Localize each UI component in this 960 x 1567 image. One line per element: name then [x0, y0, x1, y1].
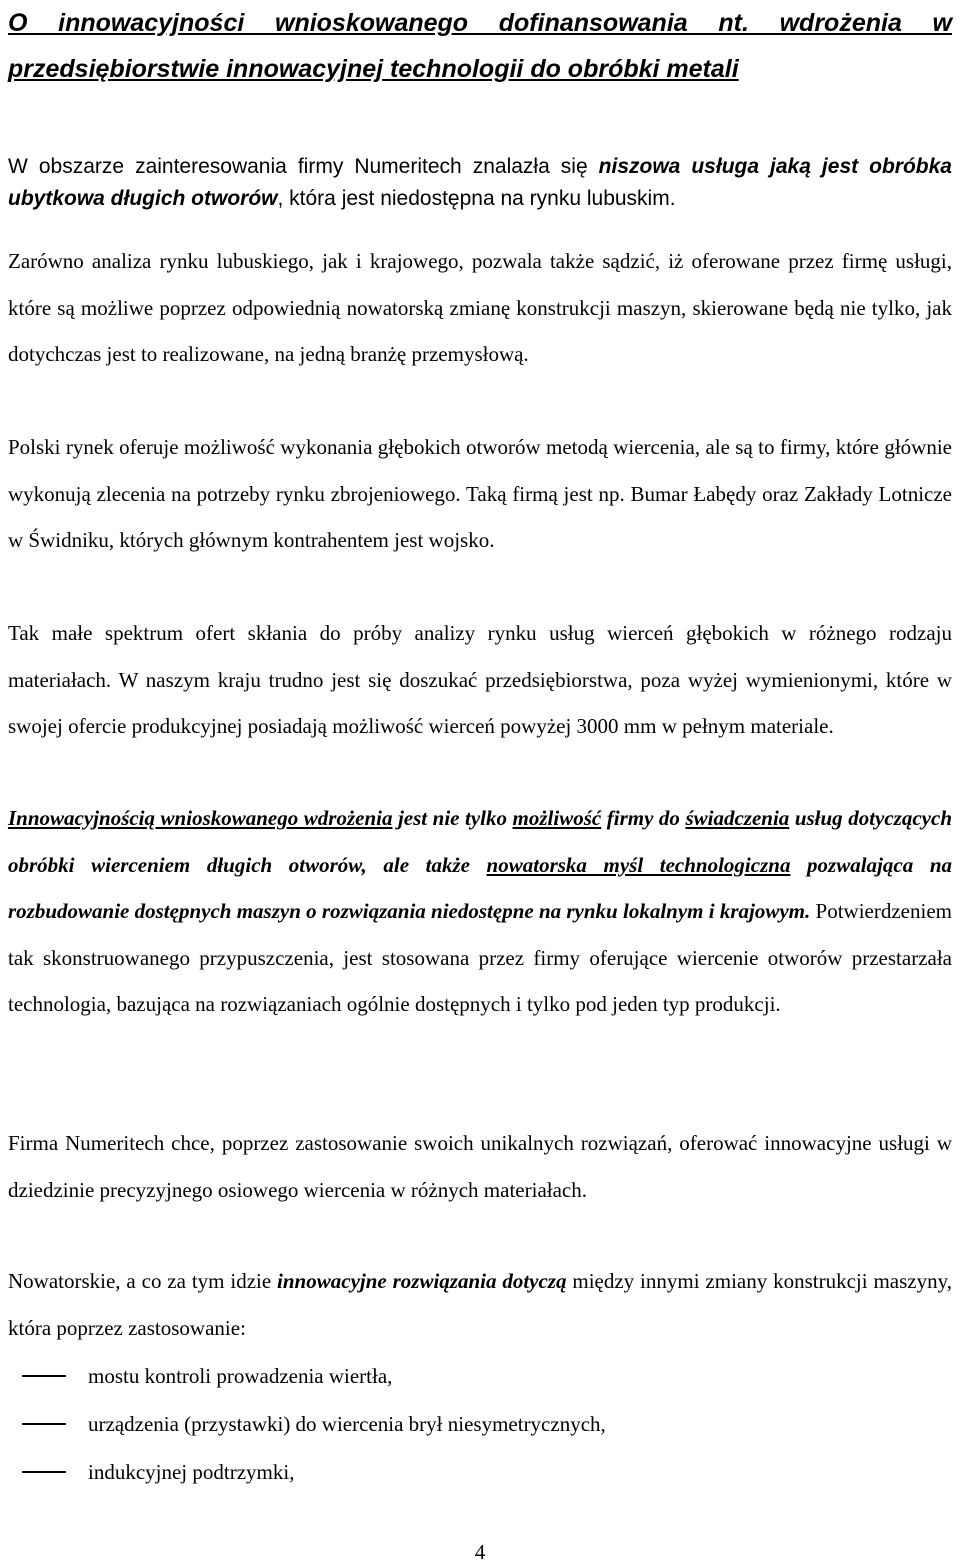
list-item-text: indukcyjnej podtrzymki, [88, 1460, 295, 1484]
solutions-list [8, 1352, 952, 1496]
p1-text-1: W obszarze zainteresowania firmy Numeritech znalazła się [8, 155, 599, 178]
p5-text: Potwierdzeniem tak skonstruowanego przypuszczenia, jest stosowana przez firmy oferujące wiercenie otworów przestarzała technologia, bazująca na rozwiązaniach ogólnie dostępnych i tylko pod jeden typ produkcji. [8, 899, 952, 1016]
paragraph-novel-solutions [8, 1258, 952, 1351]
list-item [8, 1400, 952, 1448]
p5-underline-1: Innowacyjnością wnioskowanego wdrożenia [8, 806, 393, 830]
dash-bullet-icon [22, 1375, 66, 1377]
dash-bullet-icon [22, 1423, 66, 1425]
paragraph-market-analysis: Zarówno analiza rynku lubuskiego, jak i krajowego, pozwala także sądzić, iż oferowane przez firmę usługi, które są możliwe poprzez odpowiednią nowatorską zmianę konstrukcji maszyn, skierowane będą nie tylko, jak dotychczas jest to realizowane, na jedną branżę przemysłową. [8, 249, 952, 366]
p7-text-1: Nowatorskie, a co za tym idzie [8, 1269, 278, 1293]
p7-text-2: między innymi zmiany konstrukcji maszyny, która poprzez zastosowanie: [8, 1269, 952, 1340]
dash-bullet-icon [22, 1471, 66, 1473]
p5-bold-2: firmy do [601, 806, 686, 830]
p5-underline-4: nowatorska myśl technologiczna [486, 852, 791, 877]
paragraph-niche-service [8, 151, 952, 215]
list-item [8, 1352, 952, 1400]
p7-emphasis: innowacyjne rozwiązania dotyczą [277, 1269, 567, 1293]
page-number: 4 [474, 1540, 486, 1564]
list-item-text: mostu kontroli prowadzenia wiertła, [88, 1364, 393, 1388]
p5-bold-1: jest nie tylko [392, 806, 513, 830]
paragraph-offer-spectrum: Tak małe spektrum ofert skłania do próby analizy rynku usług wierceń głębokich w różnego rodzaju materiałach. W naszym kraju trudno jest się doszukać przedsiębiorstwa, poza wyżej wymienionymi, które w swojej ofercie produkcyjnej posiadają możliwość wierceń powyżej 3000 mm w pełnym materiale. [8, 621, 952, 738]
paragraph-polish-market: Polski rynek oferuje możliwość wykonania głębokich otworów metodą wiercenia, ale są to firmy, które głównie wykonują zlecenia na potrzeby rynku zbrojeniowego. Taką firmą jest np. Bumar Łabędy oraz Zakłady Lotnicze w Świdniku, których głównym kontrahentem jest wojsko. [8, 435, 952, 552]
paragraph-innovation [8, 795, 952, 1028]
document-title: O innowacyjności wnioskowanego dofinansowania nt. wdrożenia w przedsiębiorstwie innowacyjnej technologii do obróbki metali [8, 9, 952, 83]
list-item [8, 1448, 952, 1496]
p5-underline-2: możliwość [512, 806, 602, 830]
p5-underline-3: świadczenia [685, 806, 790, 830]
list-item-text: urządzenia (przystawki) do wiercenia brył niesymetrycznych, [88, 1412, 606, 1436]
p1-emphasis: niszowa usługa jaką jest obróbka ubytkowa długich otworów [8, 155, 952, 210]
p1-text-2: , która jest niedostępna na rynku lubuskim. [277, 187, 676, 210]
paragraph-numeritech-offer: Firma Numeritech chce, poprzez zastosowanie swoich unikalnych rozwiązań, oferować innowacyjne usługi w dziedzinie precyzyjnego osiowego wiercenia w różnych materiałach. [8, 1131, 952, 1202]
p5-bold-3: usług dotyczących obróbki wierceniem długich otworów, ale także [8, 806, 952, 877]
p5-bold-4: pozwalająca na rozbudowanie dostępnych maszyn o rozwiązania niedostępne na rynku lokalnym i krajowym. [8, 852, 952, 923]
